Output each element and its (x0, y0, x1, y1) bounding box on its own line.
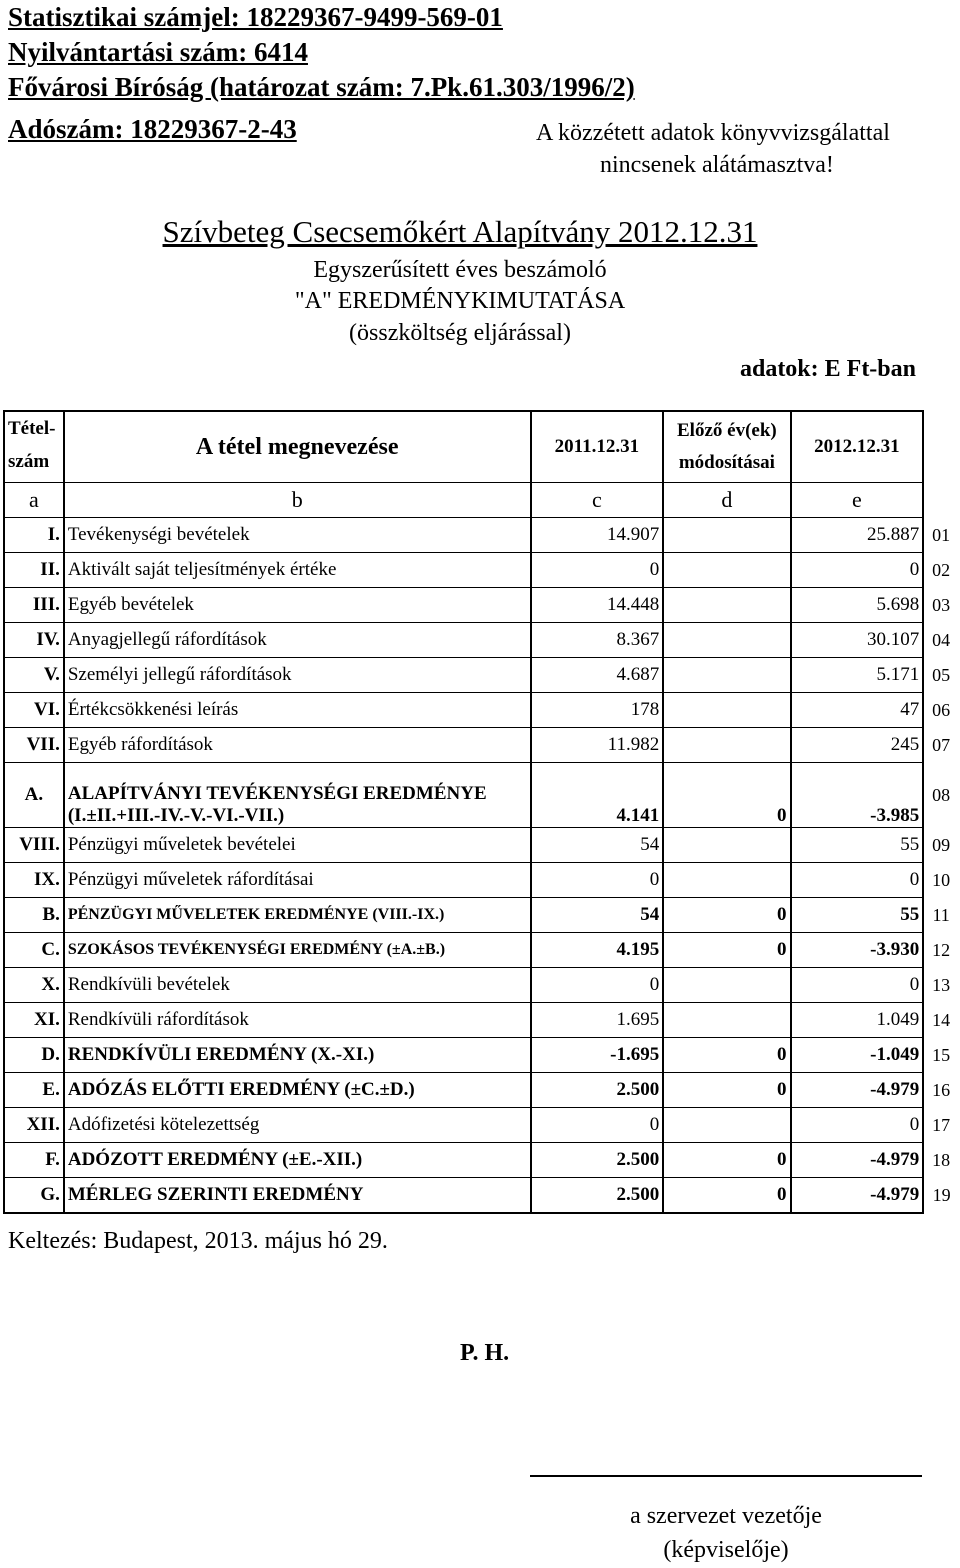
value-2011: 8.367 (531, 623, 664, 658)
value-modification: 0 (663, 763, 790, 828)
value-2011: -1.695 (531, 1038, 664, 1073)
row-number: 19 (932, 1184, 951, 1205)
value-2011: 2.500 (531, 1073, 664, 1108)
row-label (64, 898, 531, 933)
table-row (4, 1038, 959, 1073)
value-2012: -4.979 (791, 1143, 924, 1178)
row-label-text: Aktivált saját teljesítmények értéke (67, 559, 337, 580)
value-2011: 2.500 (531, 1143, 664, 1178)
row-label-text: Adófizetési kötelezettség (67, 1114, 260, 1135)
unit-label: adatok: E Ft-ban (739, 356, 916, 382)
row-label-text: ADÓZOTT EREDMÉNY (±E.-XII.) (67, 1149, 363, 1170)
header-col-d (663, 411, 790, 483)
table-row (4, 1178, 959, 1214)
value-2011: 178 (531, 693, 664, 728)
value-2011: 1.695 (531, 1003, 664, 1038)
row-number: 07 (932, 734, 951, 755)
value-2011: 0 (531, 968, 664, 1003)
value-modification: 0 (663, 1038, 790, 1073)
row-label (64, 623, 531, 658)
signature-label: a szervezet vezetője (630, 1503, 822, 1529)
income-statement-table (3, 410, 960, 1214)
row-code: X. (4, 968, 64, 1003)
row-code: I. (4, 518, 64, 553)
stat-number: Statisztikai számjel: 18229367-9499-569-01 (8, 2, 503, 32)
value-modification: 0 (663, 933, 790, 968)
row-code: VI. (4, 693, 64, 728)
stamp-placeholder: P. H. (460, 1340, 510, 1366)
value-2012: 0 (791, 1108, 924, 1143)
row-label (64, 863, 531, 898)
row-number: 14 (932, 1009, 951, 1030)
table-row (4, 828, 959, 863)
value-modification (663, 658, 790, 693)
row-label (64, 1178, 531, 1214)
row-code: B. (4, 898, 64, 933)
row-code: V. (4, 658, 64, 693)
letter-b: b (64, 483, 531, 518)
table-row (4, 968, 959, 1003)
row-number: 05 (932, 664, 951, 685)
row-number: 03 (932, 594, 951, 615)
letters-row (4, 483, 959, 518)
value-2012: 0 (791, 553, 924, 588)
value-2011: 54 (531, 898, 664, 933)
row-label (64, 1108, 531, 1143)
value-modification (663, 828, 790, 863)
report-type: Egyszerűsített éves beszámoló (313, 257, 607, 283)
organization-title: Szívbeteg Csecsemőkért Alapítvány 2012.12.31 (162, 214, 758, 249)
row-label (64, 693, 531, 728)
letters-rownum-spacer (923, 483, 959, 518)
row-label (64, 588, 531, 623)
value-modification (663, 623, 790, 658)
row-number: 10 (932, 869, 951, 890)
row-number: 18 (932, 1149, 951, 1170)
row-label (64, 518, 531, 553)
value-2011: 0 (531, 863, 664, 898)
row-number: 17 (932, 1114, 951, 1135)
value-2012: 5.698 (791, 588, 924, 623)
header-col-e: 2012.12.31 (791, 411, 924, 483)
row-code: F. (4, 1143, 64, 1178)
table-row (4, 1108, 959, 1143)
table-row (4, 1073, 959, 1108)
value-2012: 245 (791, 728, 924, 763)
value-2012: -4.979 (791, 1178, 924, 1214)
value-2012: -3.985 (791, 763, 924, 828)
letter-d: d (663, 483, 790, 518)
value-2012: 5.171 (791, 658, 924, 693)
value-modification (663, 1108, 790, 1143)
row-label-text: Egyéb ráfordítások (67, 734, 213, 755)
table-row (4, 898, 959, 933)
value-modification: 0 (663, 1178, 790, 1214)
letter-e: e (791, 483, 924, 518)
row-label-text: RENDKÍVÜLI EREDMÉNY (X.-XI.) (67, 1044, 375, 1065)
row-code: II. (4, 553, 64, 588)
signature-line (530, 1475, 922, 1477)
row-code: A. (4, 763, 64, 828)
signature-label-representative: (képviselője) (663, 1537, 789, 1563)
row-number: 15 (932, 1044, 951, 1065)
row-code: D. (4, 1038, 64, 1073)
value-2012: -4.979 (791, 1073, 924, 1108)
header-rownum-spacer (923, 411, 959, 483)
value-2012: 30.107 (791, 623, 924, 658)
row-number: 04 (932, 629, 951, 650)
row-label-text: MÉRLEG SZERINTI EREDMÉNY (67, 1184, 364, 1205)
letter-a: a (4, 483, 64, 518)
header-col-a-line2: szám (8, 451, 50, 472)
row-label (64, 968, 531, 1003)
value-2011: 14.448 (531, 588, 664, 623)
value-2012: 25.887 (791, 518, 924, 553)
row-label-text: Egyéb bevételek (67, 594, 194, 615)
row-label-text: Anyagjellegű ráfordítások (67, 629, 267, 650)
tax-number: Adószám: 18229367-2-43 (8, 114, 297, 144)
value-2011: 4.141 (531, 763, 664, 828)
value-modification (663, 1003, 790, 1038)
row-label (64, 1038, 531, 1073)
header-col-b: A tétel megnevezése (64, 411, 531, 483)
value-modification: 0 (663, 1143, 790, 1178)
row-label-text: Rendkívüli ráfordítások (67, 1009, 249, 1030)
table-row (4, 763, 959, 828)
report-method: (összköltség eljárással) (349, 320, 571, 346)
row-label-text: Pénzügyi műveletek ráfordításai (67, 869, 314, 890)
row-code: E. (4, 1073, 64, 1108)
row-code: C. (4, 933, 64, 968)
value-2011: 4.195 (531, 933, 664, 968)
value-2011: 0 (531, 553, 664, 588)
value-2011: 4.687 (531, 658, 664, 693)
value-2012: 55 (791, 828, 924, 863)
row-number: 11 (932, 904, 950, 925)
row-number: 13 (932, 974, 951, 995)
table-header-row (4, 411, 959, 483)
row-number: 06 (932, 699, 951, 720)
row-code: VIII. (4, 828, 64, 863)
row-number: 01 (932, 524, 951, 545)
value-modification (663, 553, 790, 588)
table-row (4, 863, 959, 898)
header-col-a-line1: Tétel- (8, 418, 56, 439)
value-2012: 1.049 (791, 1003, 924, 1038)
row-number: 12 (932, 939, 951, 960)
row-label (64, 763, 531, 828)
table-row (4, 623, 959, 658)
table-row (4, 693, 959, 728)
row-label (64, 1073, 531, 1108)
date-place: Keltezés: Budapest, 2013. május hó 29. (8, 1228, 388, 1254)
row-label-text: ADÓZÁS ELŐTTI EREDMÉNY (±C.±D.) (67, 1079, 415, 1100)
table-row (4, 588, 959, 623)
value-modification (663, 518, 790, 553)
header-col-a (4, 411, 64, 483)
row-label (64, 553, 531, 588)
value-modification (663, 728, 790, 763)
row-label (64, 728, 531, 763)
row-label-text: Tevékenységi bevételek (67, 524, 250, 545)
row-label-text: Értékcsökkenési leírás (67, 699, 239, 720)
row-code: XI. (4, 1003, 64, 1038)
row-label (64, 933, 531, 968)
header-col-d-line1: Előző év(ek) (677, 420, 777, 441)
row-number: 02 (932, 559, 951, 580)
table-row (4, 658, 959, 693)
row-number: 09 (932, 834, 951, 855)
value-2011: 11.982 (531, 728, 664, 763)
row-code: G. (4, 1178, 64, 1214)
row-label (64, 1143, 531, 1178)
audit-note-line1: A közzétett adatok könyvvizsgálattal (536, 120, 890, 146)
value-modification (663, 588, 790, 623)
registration-number: Nyilvántartási szám: 6414 (8, 37, 308, 67)
row-code: IX. (4, 863, 64, 898)
value-2012: 47 (791, 693, 924, 728)
table-row (4, 728, 959, 763)
court-reference: Fővárosi Bíróság (határozat szám: 7.Pk.61.303/1996/2) (8, 72, 635, 102)
table-row (4, 933, 959, 968)
row-number: 08 (932, 784, 951, 805)
row-label-text: SZOKÁSOS TEVÉKENYSÉGI EREDMÉNY (±A.±B.) (67, 941, 446, 958)
row-code: III. (4, 588, 64, 623)
row-number: 16 (932, 1079, 951, 1100)
row-code: IV. (4, 623, 64, 658)
value-modification (663, 863, 790, 898)
row-label (64, 658, 531, 693)
audit-note-line2: nincsenek alátámasztva! (600, 152, 834, 178)
table-row (4, 1003, 959, 1038)
value-2012: 0 (791, 863, 924, 898)
letter-c: c (531, 483, 664, 518)
row-label-text: Rendkívüli bevételek (67, 974, 230, 995)
row-label (64, 1003, 531, 1038)
table-row (4, 518, 959, 553)
row-label (64, 828, 531, 863)
value-modification: 0 (663, 1073, 790, 1108)
value-2012: 0 (791, 968, 924, 1003)
value-2012: -1.049 (791, 1038, 924, 1073)
header-col-d-line2: módosításai (678, 452, 775, 473)
row-label-text: ALAPÍTVÁNYI TEVÉKENYSÉGI EREDMÉNYE (67, 783, 487, 804)
row-code: XII. (4, 1108, 64, 1143)
row-label-formula: (I.±II.+III.-IV.-V.-VI.-VII.) (67, 805, 285, 826)
row-label-text: Személyi jellegű ráfordítások (67, 664, 292, 685)
table-row (4, 1143, 959, 1178)
value-modification (663, 693, 790, 728)
value-modification: 0 (663, 898, 790, 933)
value-2011: 14.907 (531, 518, 664, 553)
header-col-c: 2011.12.31 (531, 411, 664, 483)
row-label-text: Pénzügyi műveletek bevételei (67, 834, 296, 855)
value-2012: -3.930 (791, 933, 924, 968)
value-2011: 2.500 (531, 1178, 664, 1214)
row-label-text: PÉNZÜGYI MŰVELETEK EREDMÉNYE (VIII.-IX.) (67, 906, 445, 923)
value-2012: 55 (791, 898, 924, 933)
row-code: VII. (4, 728, 64, 763)
value-modification (663, 968, 790, 1003)
report-name: "A" EREDMÉNYKIMUTATÁSA (294, 288, 626, 314)
value-2011: 54 (531, 828, 664, 863)
value-2011: 0 (531, 1108, 664, 1143)
table-row (4, 553, 959, 588)
